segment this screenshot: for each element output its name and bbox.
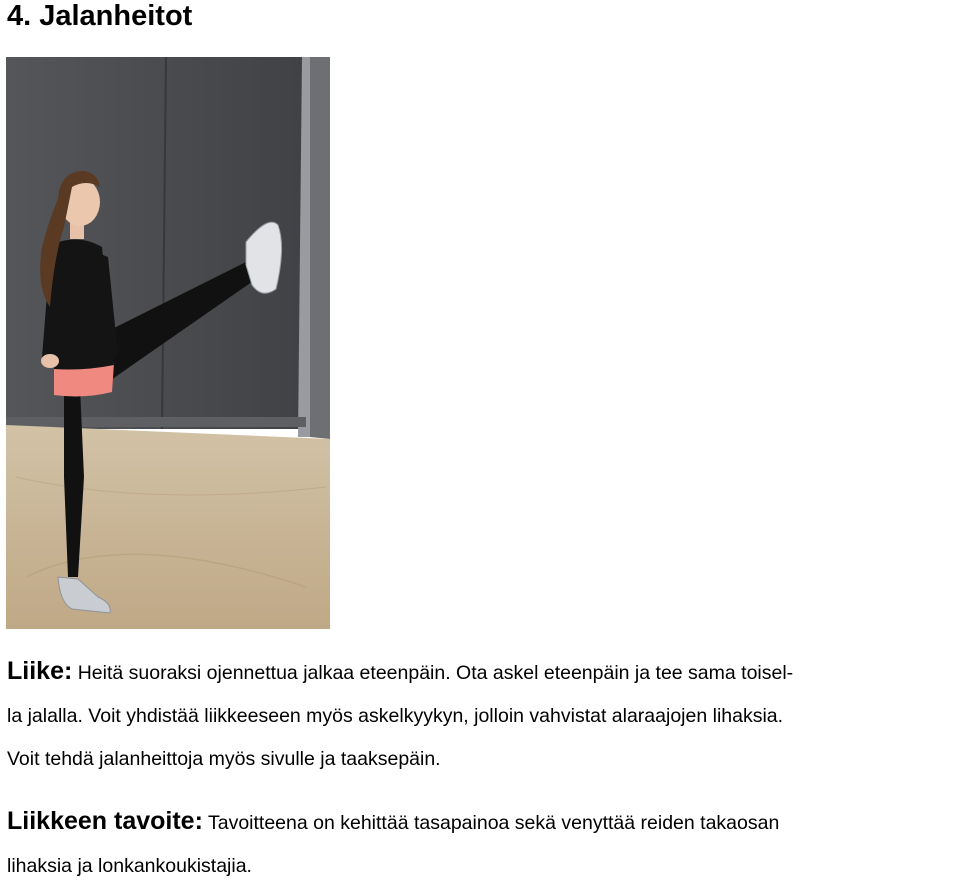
- movement-line-3: Voit tehdä jalanheittoja myös sivulle ja taaksepäin.: [7, 748, 441, 770]
- movement-line-1: Heitä suoraksi ojennettua jalkaa eteenpäin. Ota askel eteenpäin ja tee sama toisel-: [77, 662, 794, 684]
- movement-line-2: la jalalla. Voit yhdistää liikkeeseen myös askelkyykyn, jolloin vahvistat alaraajojen lihaksia.: [7, 705, 784, 727]
- exercise-photo: [6, 57, 330, 629]
- goal-description: [7, 800, 955, 888]
- left-hand: [41, 354, 59, 368]
- baseboard: [6, 417, 306, 427]
- goal-line-1: Tavoitteena on kehittää tasapainoa sekä venyttää reiden takaosan: [207, 812, 780, 834]
- movement-label: Liike:: [7, 657, 73, 685]
- section-title: 4. Jalanheitot: [7, 0, 193, 32]
- floor: [6, 425, 330, 629]
- wall-side: [310, 57, 330, 439]
- goal-line-2: lihaksia ja lonkankoukistajia.: [7, 855, 252, 877]
- goal-label: Liikkeen tavoite:: [7, 807, 203, 835]
- movement-description: [7, 650, 955, 781]
